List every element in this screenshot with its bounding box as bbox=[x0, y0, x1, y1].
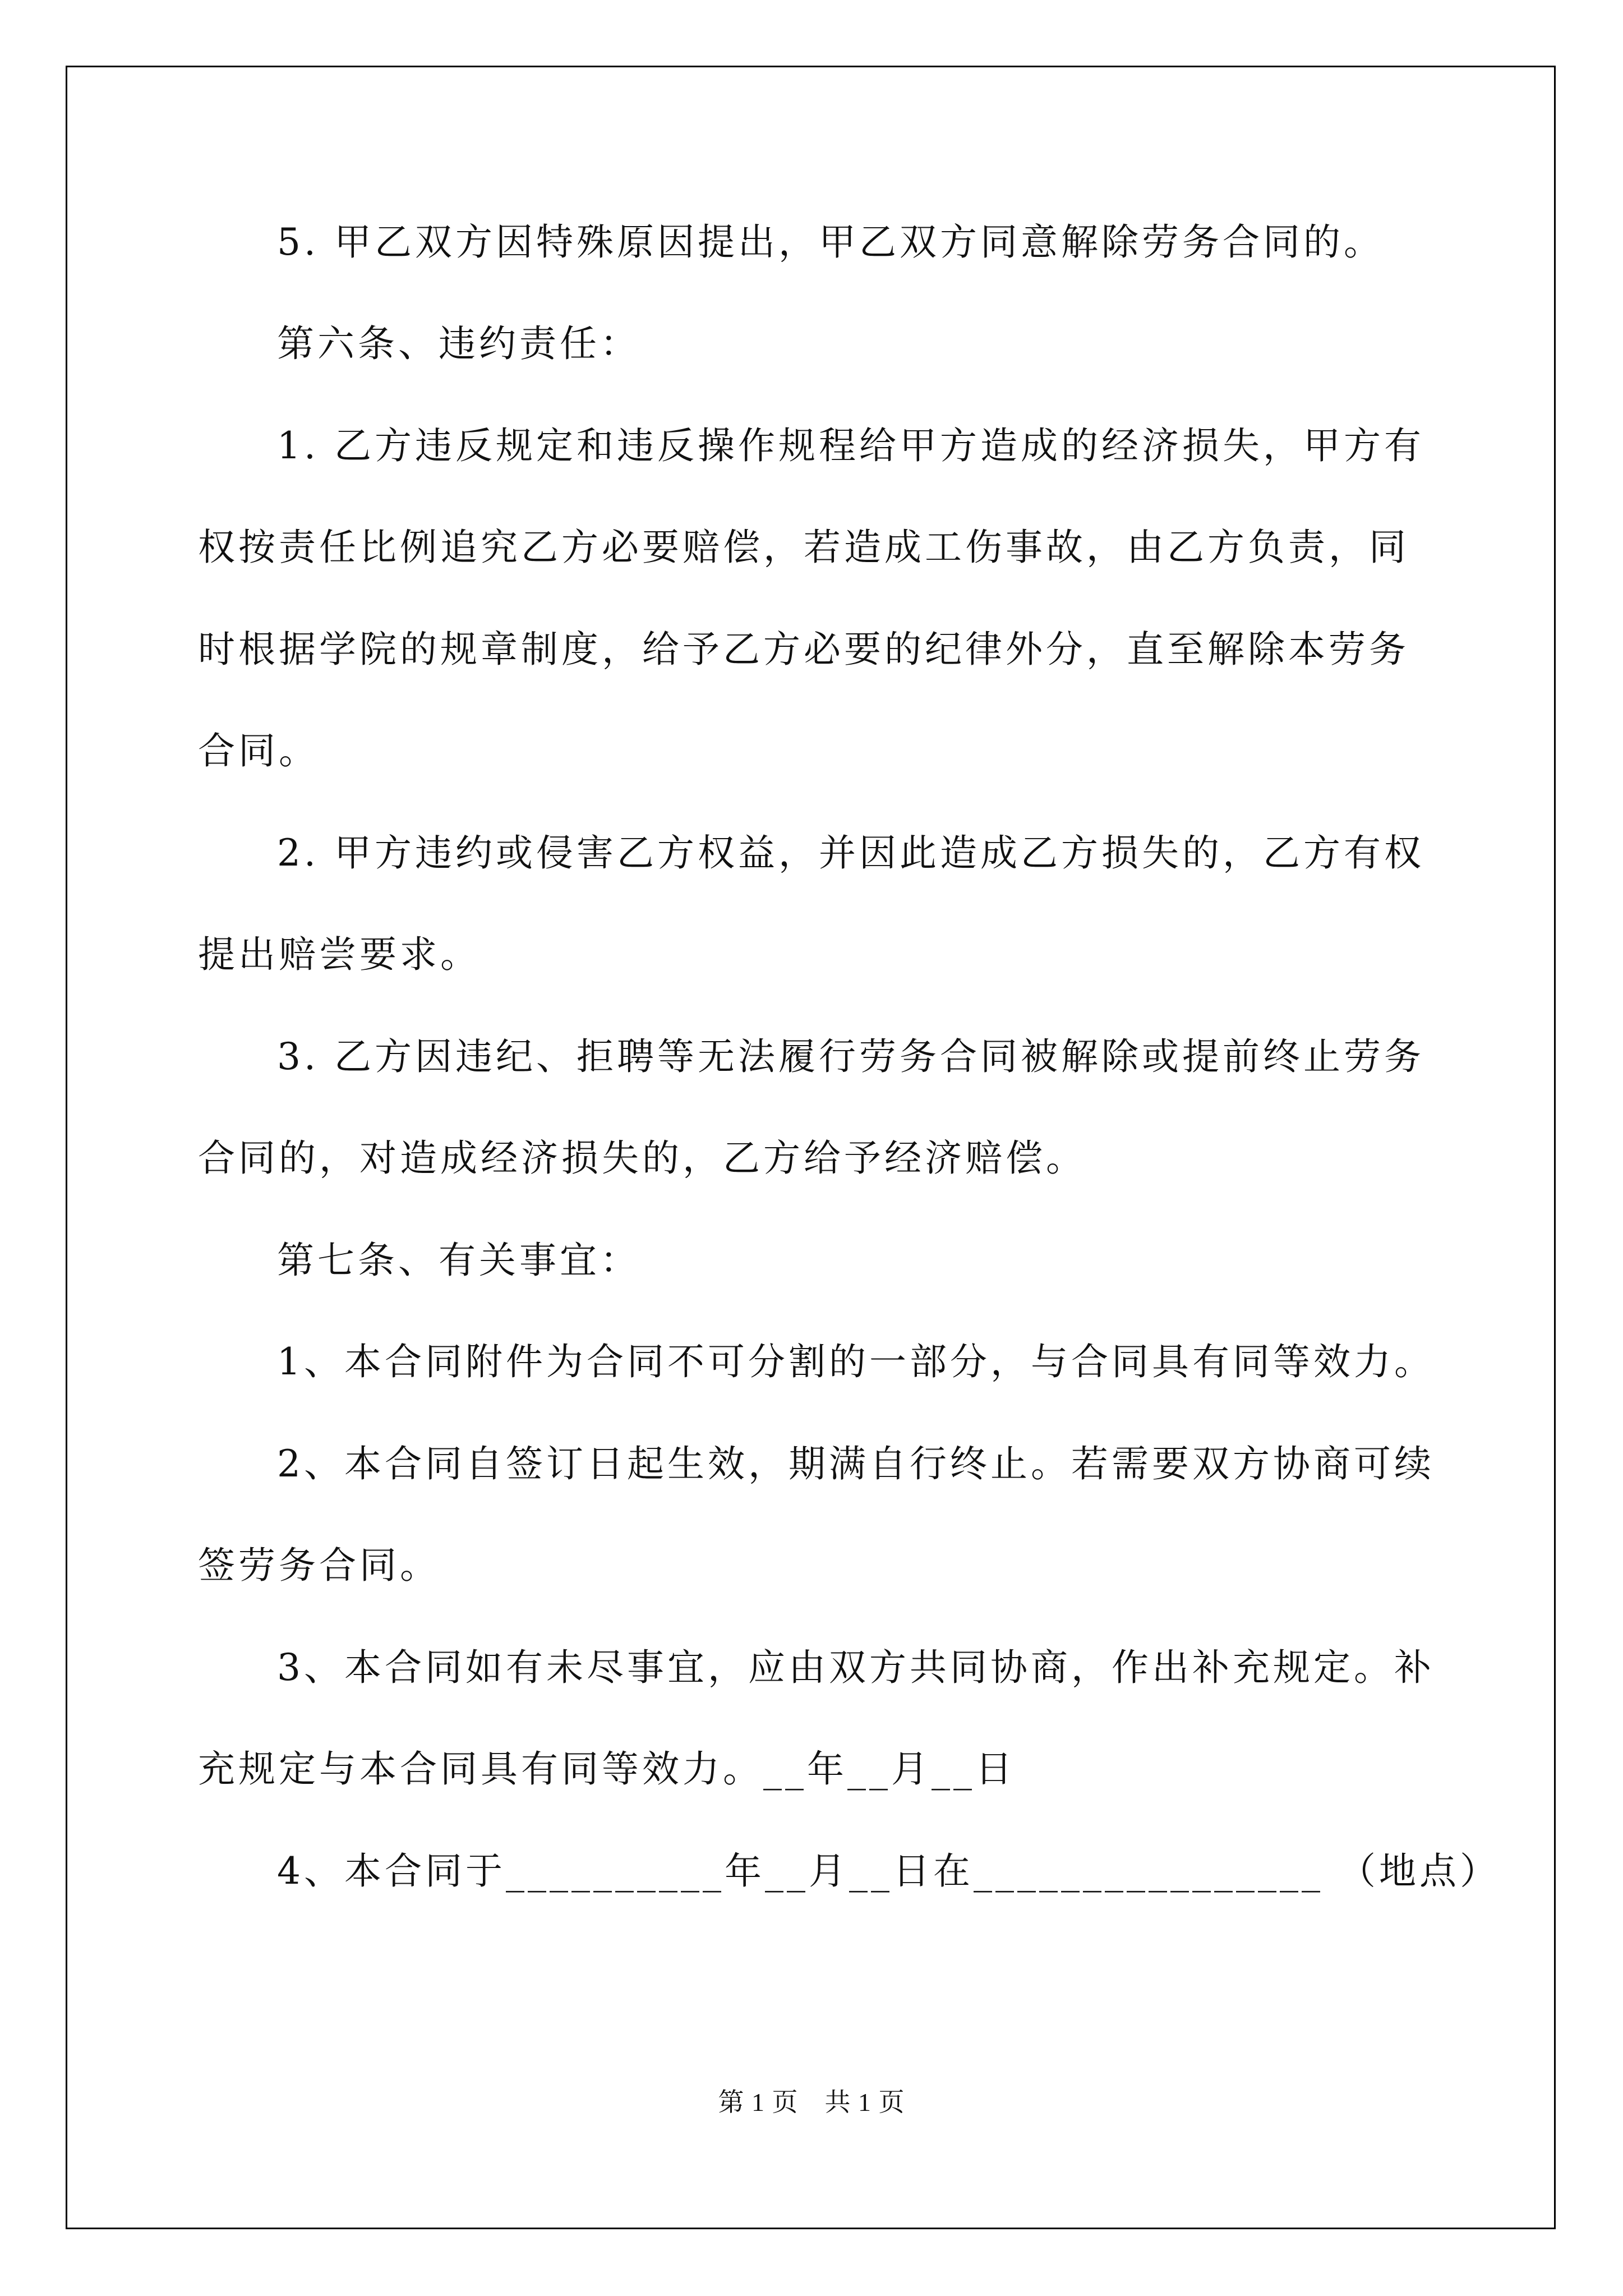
paragraph-line: 时根据学院的规章制度，给予乙方必要的纪律外分，直至解除本劳务 bbox=[198, 628, 1409, 671]
paragraph-line: 权按责任比例追究乙方必要赔偿，若造成工伤事故，由乙方负责，同 bbox=[198, 526, 1409, 569]
paragraph-line: 合同。 bbox=[198, 729, 319, 772]
section-heading: 第六条、违约责任： bbox=[277, 322, 640, 365]
paragraph-line: 3、本合同如有未尽事宜，应由双方共同协商，作出补充规定。补 bbox=[277, 1646, 1435, 1689]
paragraph-line: 提出赔尝要求。 bbox=[198, 933, 481, 976]
paragraph-line: 签劳务合同。 bbox=[198, 1544, 440, 1587]
paragraph-line: 3. 乙方因违纪、拒聘等无法履行劳务合同被解除或提前终止劳务 bbox=[277, 1035, 1424, 1078]
paragraph-line: 1、本合同附件为合同不可分割的一部分，与合同具有同等效力。 bbox=[277, 1340, 1435, 1383]
paragraph-line: 1. 乙方违反规定和违反操作规程给甲方造成的经济损失，甲方有 bbox=[277, 424, 1424, 467]
paragraph-line: 2. 甲方违约或侵害乙方权益，并因此造成乙方损失的，乙方有权 bbox=[277, 831, 1424, 875]
page-number-footer: 第 1 页 共 1 页 bbox=[718, 2088, 905, 2116]
section-heading: 第七条、有关事宜： bbox=[277, 1239, 640, 1282]
paragraph-line: 充规定与本合同具有同等效力。__年__月__日 bbox=[198, 1747, 1016, 1791]
paragraph-line: 2、本合同自签订日起生效，期满自行终止。若需要双方协商可续 bbox=[277, 1442, 1435, 1485]
paragraph-line: 4、本合同于__________年__月__日在________________ （地点） bbox=[277, 1849, 1500, 1893]
paragraph-line: 合同的，对造成经济损失的，乙方给予经济赔偿。 bbox=[198, 1137, 1086, 1180]
paragraph-line: 5. 甲乙双方因特殊原因提出，甲乙双方同意解除劳务合同的。 bbox=[277, 220, 1384, 264]
